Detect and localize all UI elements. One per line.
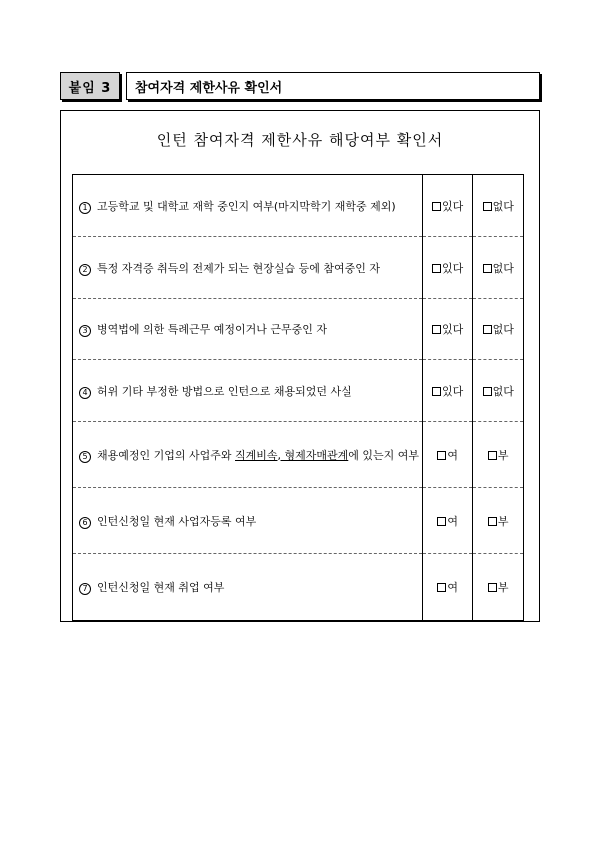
- eligibility-table: [72, 174, 524, 621]
- table-row: [73, 488, 524, 554]
- question-cell: [73, 422, 423, 488]
- attachment-header: [60, 72, 540, 100]
- question-cell: [73, 554, 423, 621]
- checkbox-icon[interactable]: [483, 202, 492, 211]
- row-number: 4: [79, 387, 91, 399]
- checkbox-icon[interactable]: [432, 325, 441, 334]
- option-yes[interactable]: [422, 422, 473, 488]
- option-label: 부: [497, 514, 509, 528]
- question-text: 고등학교 및 대학교 재학 중인지 여부(마지막학기 재학중 제외): [97, 199, 396, 213]
- option-label: 있다: [442, 384, 464, 398]
- option-label: 없다: [492, 384, 514, 398]
- checkbox-icon[interactable]: [432, 387, 441, 396]
- question-text: 특정 자격증 취득의 전제가 되는 현장실습 등에 참여중인 자: [97, 261, 380, 275]
- option-no[interactable]: [473, 237, 524, 299]
- question-cell: [73, 175, 423, 237]
- option-no[interactable]: [473, 554, 524, 621]
- attachment-title: 참여자격 제한사유 확인서: [126, 72, 540, 100]
- row-number: 5: [79, 451, 91, 463]
- option-label: 여: [447, 581, 458, 594]
- table-row: [73, 175, 524, 237]
- checkbox-icon[interactable]: [483, 325, 492, 334]
- option-no[interactable]: [473, 175, 524, 237]
- question-underlined-text: 직계비속, 형제자매관계: [235, 448, 349, 462]
- option-yes[interactable]: [422, 299, 473, 360]
- question-text: 허위 기타 부정한 방법으로 인턴으로 채용되었던 사실: [97, 384, 352, 398]
- option-label: 없다: [492, 199, 514, 213]
- checkbox-icon[interactable]: [483, 264, 492, 273]
- question-text: 인턴신청일 현재 사업자등록 여부: [97, 514, 257, 528]
- option-label: 있다: [442, 261, 464, 275]
- table-row: [73, 554, 524, 621]
- checkbox-icon[interactable]: [437, 583, 446, 592]
- option-yes[interactable]: [422, 360, 473, 422]
- checkbox-icon[interactable]: [437, 451, 446, 460]
- question-cell: [73, 360, 423, 422]
- option-label: 있다: [442, 323, 464, 336]
- option-label: 있다: [442, 199, 464, 213]
- option-label: 없다: [492, 323, 514, 336]
- form-frame: [60, 110, 540, 622]
- option-label: 부: [497, 581, 509, 594]
- attachment-badge: 붙임 3: [60, 72, 120, 100]
- row-number: 2: [79, 264, 91, 276]
- option-yes[interactable]: [422, 237, 473, 299]
- option-no[interactable]: [473, 299, 524, 360]
- option-label: 여: [447, 514, 458, 528]
- checkbox-icon[interactable]: [488, 517, 497, 526]
- table-row: [73, 360, 524, 422]
- table-row: [73, 422, 524, 488]
- checkbox-icon[interactable]: [483, 387, 492, 396]
- question-cell: [73, 299, 423, 360]
- table-row: [73, 299, 524, 360]
- row-number: 7: [79, 583, 91, 595]
- row-number: 6: [79, 517, 91, 529]
- row-number: 1: [79, 202, 91, 214]
- option-label: 없다: [492, 261, 514, 275]
- checkbox-icon[interactable]: [488, 451, 497, 460]
- table-row: [73, 237, 524, 299]
- option-no[interactable]: [473, 360, 524, 422]
- option-no[interactable]: [473, 422, 524, 488]
- option-label: 부: [497, 448, 509, 462]
- checkbox-icon[interactable]: [432, 202, 441, 211]
- question-text: 에 있는지 여부: [348, 448, 420, 462]
- form-title: 인턴 참여자격 제한사유 해당여부 확인서: [156, 131, 444, 149]
- question-cell: [73, 488, 423, 554]
- option-label: 여: [447, 448, 458, 462]
- checkbox-icon[interactable]: [488, 583, 497, 592]
- checkbox-icon[interactable]: [437, 517, 446, 526]
- question-text: 채용예정인 기업의 사업주와: [97, 448, 236, 462]
- question-cell: [73, 237, 423, 299]
- row-number: 3: [79, 325, 91, 337]
- option-no[interactable]: [473, 488, 524, 554]
- question-text: 인턴신청일 현재 취업 여부: [97, 581, 225, 594]
- option-yes[interactable]: [422, 554, 473, 621]
- checkbox-icon[interactable]: [432, 264, 441, 273]
- option-yes[interactable]: [422, 175, 473, 237]
- question-text: 병역법에 의한 특례근무 예정이거나 근무중인 자: [97, 323, 328, 336]
- option-yes[interactable]: [422, 488, 473, 554]
